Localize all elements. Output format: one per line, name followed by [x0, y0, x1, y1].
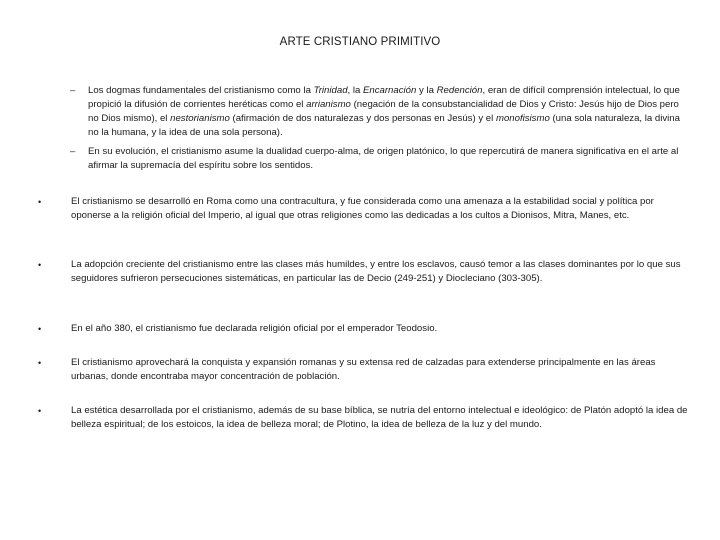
bullet-text: El cristianismo aprovechará la conquista y expansión romanas y su extensa red de calzadas para extenderse principalmente en las áreas urbanas, donde encontraba mayor concentración de población. [71, 357, 656, 382]
bullet-marker: • [38, 358, 42, 368]
sub-item-dogmas [70, 84, 680, 140]
bullet-marker: • [38, 197, 42, 207]
bullet-item-teodosio [38, 322, 688, 336]
bullet-text: La estética desarrollada por el cristianismo, además de su base bíblica, se nutría del entorno intelectual e ideológico: de Platón adoptó la idea de belleza espiritual; de los estoicos, la idea de belleza moral; de Plotino, la idea de belleza de la luz y del mundo. [71, 405, 688, 430]
slide-title: ARTE CRISTIANO PRIMITIVO [279, 36, 441, 48]
sub-item-evolucion [70, 145, 680, 173]
bullet-text: En el año 380, el cristianismo fue declarada religión oficial por el emperador Teodosio. [71, 323, 438, 334]
bullet-item-persecuciones [38, 258, 688, 286]
sub-item-text: En su evolución, el cristianismo asume la dualidad cuerpo-alma, de origen platónico, lo que repercutirá de manera significativa en el arte al afirmar la supremacía del espíritu sobre los sentidos. [88, 146, 679, 171]
dash-marker: – [70, 85, 76, 96]
bullet-text: La adopción creciente del cristianismo entre las clases más humildes, y entre los esclavos, causó temor a las clases dominantes por lo que sus seguidores sufrieron persecuciones sistemáticas, en particular las de Decio (249-251) y Diocleciano (303-305). [71, 259, 681, 284]
bullet-item-estetica [38, 404, 688, 432]
bullet-marker: • [38, 406, 42, 416]
bullet-marker: • [38, 260, 42, 270]
bullet-item-expansion [38, 356, 688, 384]
bullet-marker: • [38, 324, 42, 334]
dash-marker: – [70, 146, 76, 157]
bullet-text: El cristianismo se desarrolló en Roma como una contracultura, y fue considerada como una amenaza a la estabilidad social y política por oponerse a la religión oficial del Imperio, al igual que otras religiones como las dedicadas a los cultos a Dionisos, Mitra, Manes, etc. [71, 196, 654, 221]
bullet-item-contracultura [38, 195, 688, 223]
sub-item-text: Los dogmas fundamentales del cristianismo como la Trinidad, la Encarnación y la Redención, eran de difícil comprensión intelectual, lo que propició la difusión de corrientes heréticas como el arrianismo (negación de la consubstancialidad de Dios y Cristo: Jesús hijo de Dios pero no Dios mismo), el nestorianismo (afirmación de dos naturalezas y dos personas en Jesús) y el monofisismo (una sola naturaleza, la divina no la humana, y la idea de una sola persona). [88, 85, 680, 138]
